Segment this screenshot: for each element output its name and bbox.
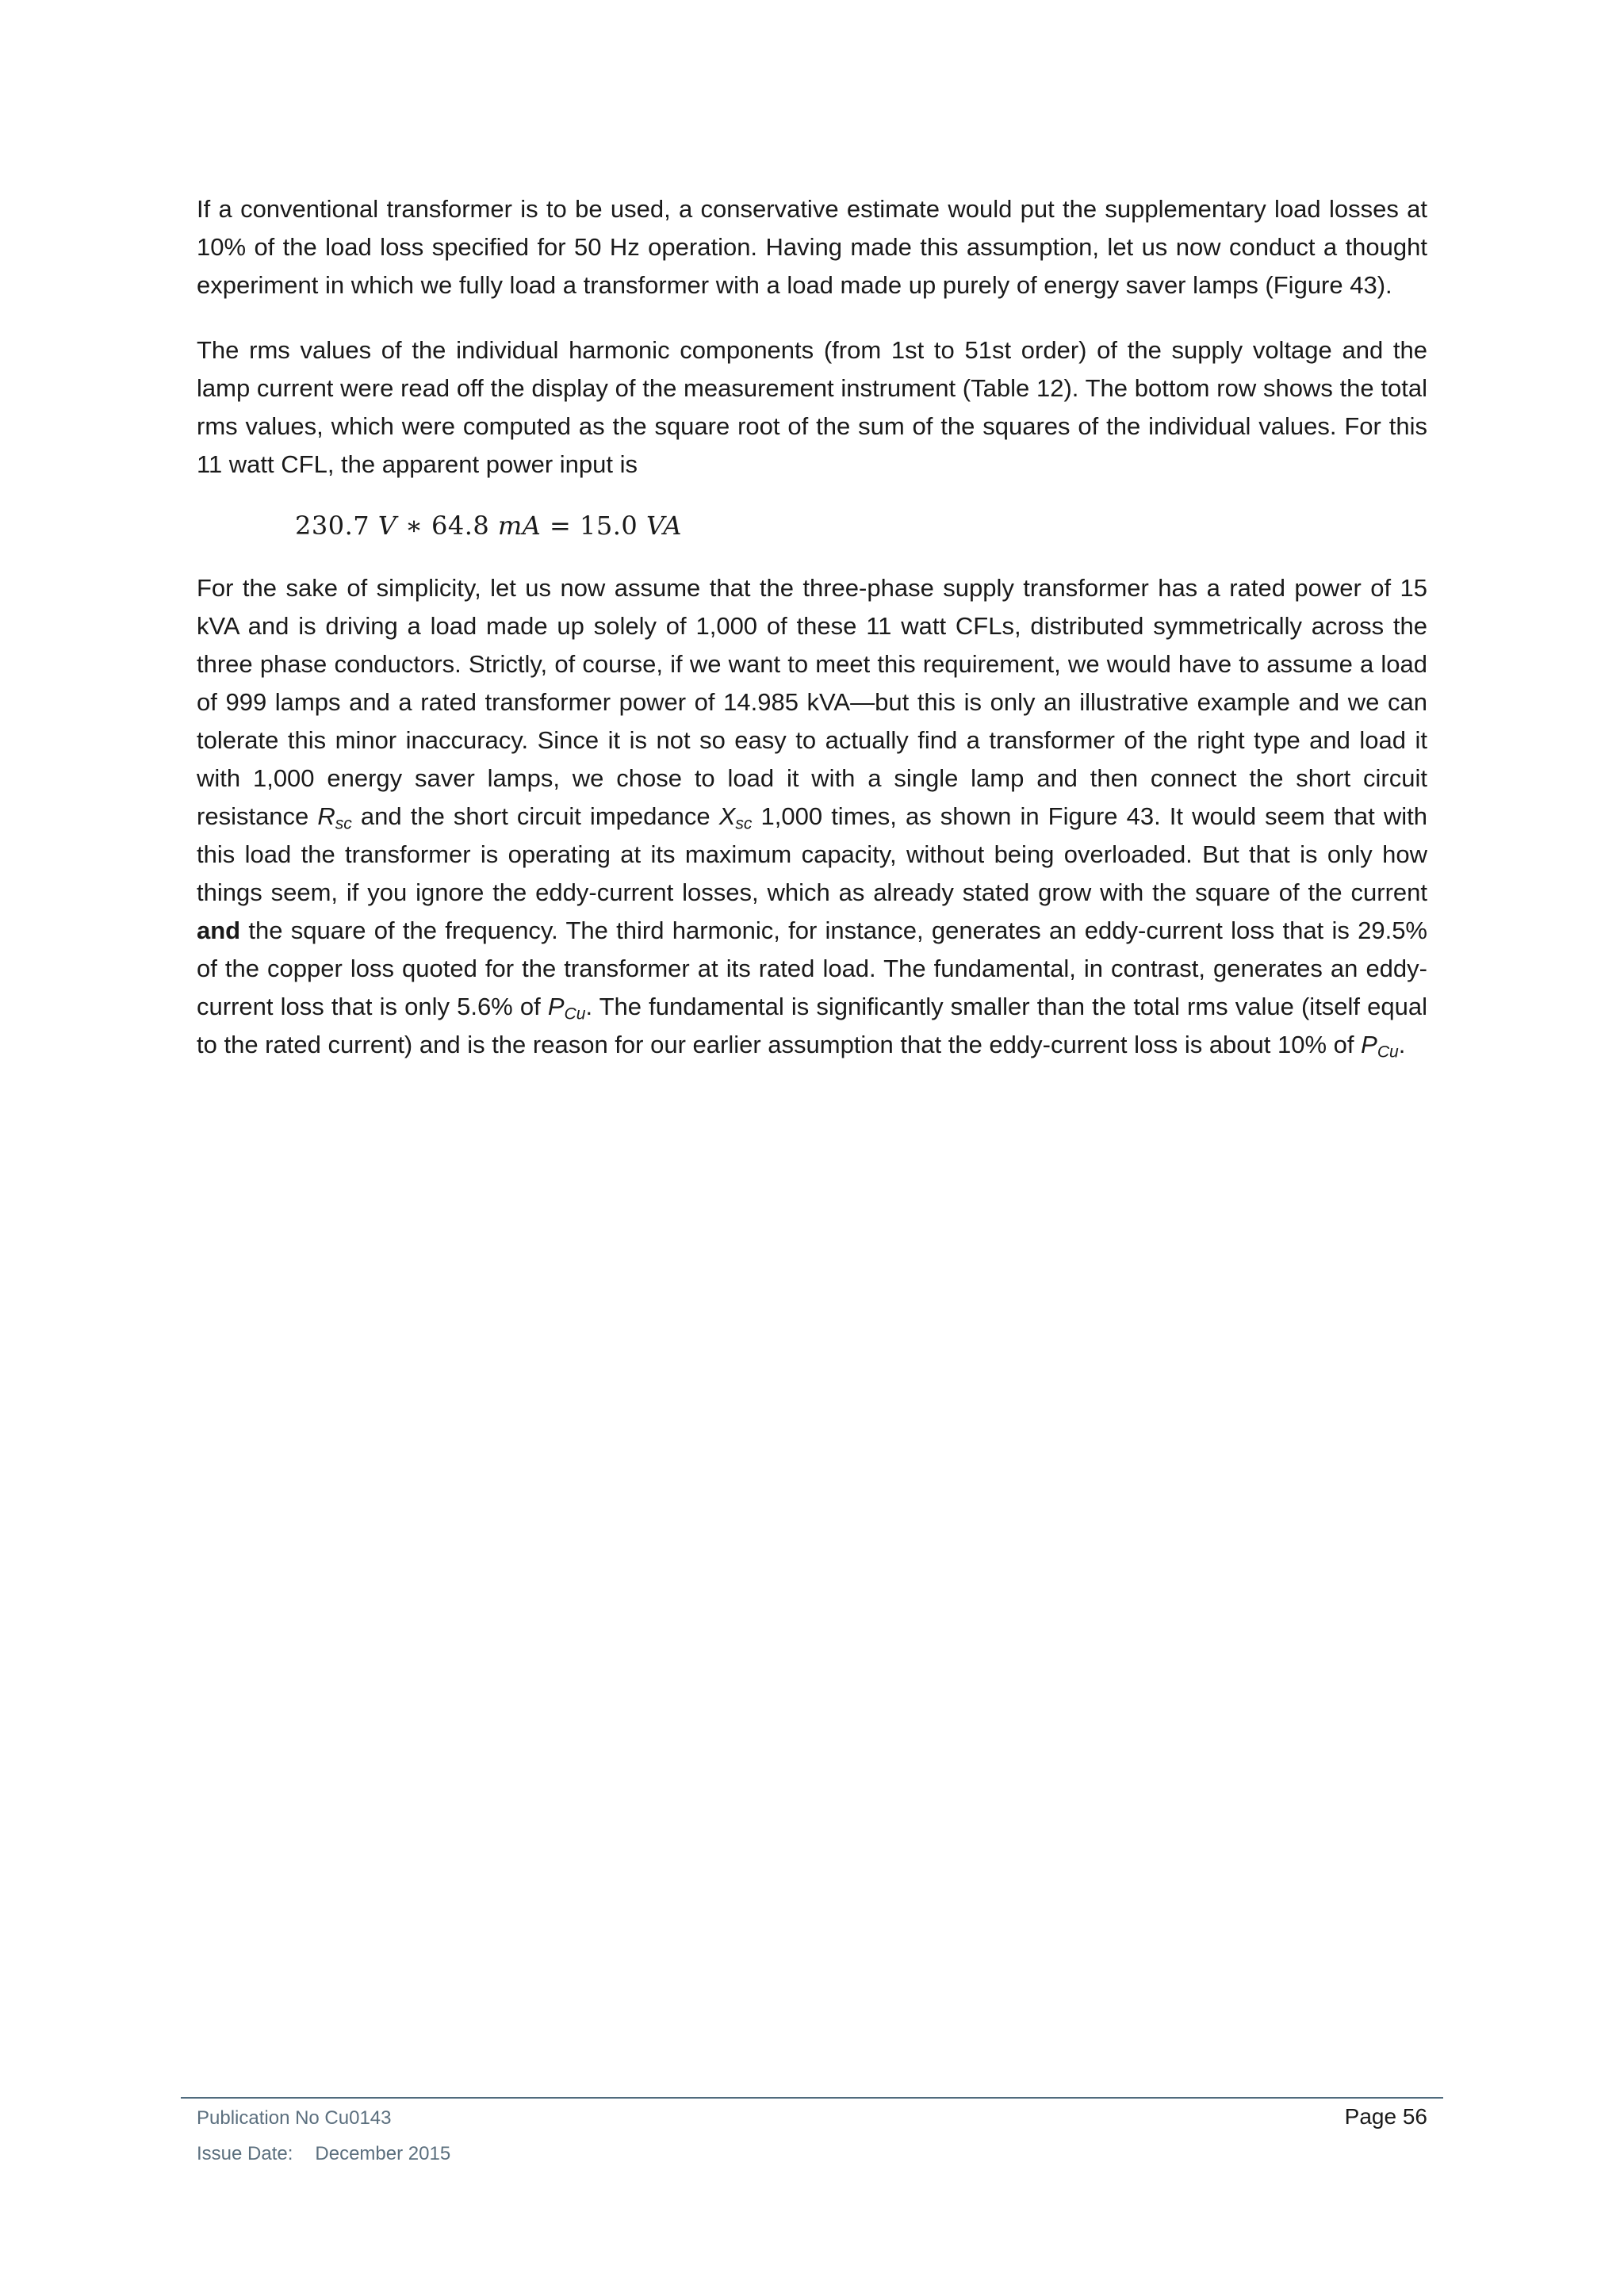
bold-and: and xyxy=(197,916,241,944)
text-segment: the square of the frequency. The third harmonic, for instance, generates an eddy-current loss that is 29.5% of the copper loss quoted for the transformer at its rated load. The fundamental, in contrast, generates an eddy-current loss that is only 5.6% of xyxy=(197,916,1427,1020)
equation-multiply-operator: ∗ xyxy=(405,511,423,541)
text-segment: For the sake of simplicity, let us now assume that the three-phase supply transformer has a rated power of 15 kVA and is driving a load made up solely of 1,000 of these 11 watt CFLs, distributed symmetrically across the three phase conductors. Strictly, of course, if we want to meet this requirement, we would have to assume a load of 999 lamps and a rated transformer power of 14.985 kVA—but this is only an illustrative example and we can tolerate this minor inaccuracy. Since it is not so easy to actually find a transformer of the right type and load it with 1,000 energy saver lamps, we chose to load it with a single lamp and then connect the short circuit resistance xyxy=(197,574,1427,830)
symbol-p: P xyxy=(547,993,565,1020)
equation-voltage-value: 230.7 xyxy=(295,511,370,541)
equation-current-value: 64.8 xyxy=(431,511,490,541)
footer-page-number: Page 56 xyxy=(1344,2104,1427,2129)
equation-voltage-unit: V xyxy=(377,511,397,541)
issue-date-label: Issue Date: xyxy=(197,2143,293,2164)
paragraph-conventional-transformer: If a conventional transformer is to be used, a conservative estimate would put the supplementary load losses at 10% of the load loss specified for 50 Hz operation. Having made this assumption, let us now conduct a thought experiment in which we fully load a transformer with a load made up purely of energy saver lamps (Figure 43). xyxy=(197,195,1427,299)
subscript-cu: Cu xyxy=(1377,1043,1399,1062)
apparent-power-equation xyxy=(295,506,1427,545)
subscript-sc: sc xyxy=(735,814,753,833)
text-segment: and the short circuit impedance xyxy=(351,802,719,830)
text-segment: . xyxy=(1398,1031,1406,1058)
issue-date-value: December 2015 xyxy=(315,2143,451,2164)
footer-issue-date xyxy=(197,2143,450,2165)
text-segment: . The fundamental is significantly smaller than the total rms value (itself equal to the rated current) and is the reason for our earlier assumption that the eddy-current loss is about 10% of xyxy=(197,993,1427,1058)
page-body xyxy=(197,190,1427,1091)
paragraph-rms-values: The rms values of the individual harmonic components (from 1st to 51st order) of the supply voltage and the lamp current were read off the display of the measurement instrument (Table 12). The bottom row shows the total rms values, which were computed as the square root of the sum of the squares of the individual values. For this 11 watt CFL, the apparent power input is xyxy=(197,336,1427,478)
text-segment: 1,000 times, as shown in Figure 43. It would seem that with this load the transformer is operating at its maximum capacity, without being overloaded. But that is only how things seem, if you ignore the eddy-current losses, which as already stated grow with the square of the current xyxy=(197,802,1427,906)
symbol-p: P xyxy=(1361,1031,1377,1058)
footer-publication-number: Publication No Cu0143 xyxy=(197,2107,392,2129)
footer-divider xyxy=(181,2097,1443,2099)
paragraph-thought-experiment xyxy=(197,569,1427,1064)
symbol-x: X xyxy=(718,802,736,830)
equation-equals-operator: = xyxy=(550,511,572,541)
subscript-cu: Cu xyxy=(564,1004,586,1024)
equation-power-value: 15.0 xyxy=(580,511,638,541)
symbol-r: R xyxy=(317,802,335,830)
equation-power-unit: VA xyxy=(645,511,682,541)
equation-current-unit: mA xyxy=(497,511,542,541)
subscript-sc: sc xyxy=(335,814,352,833)
